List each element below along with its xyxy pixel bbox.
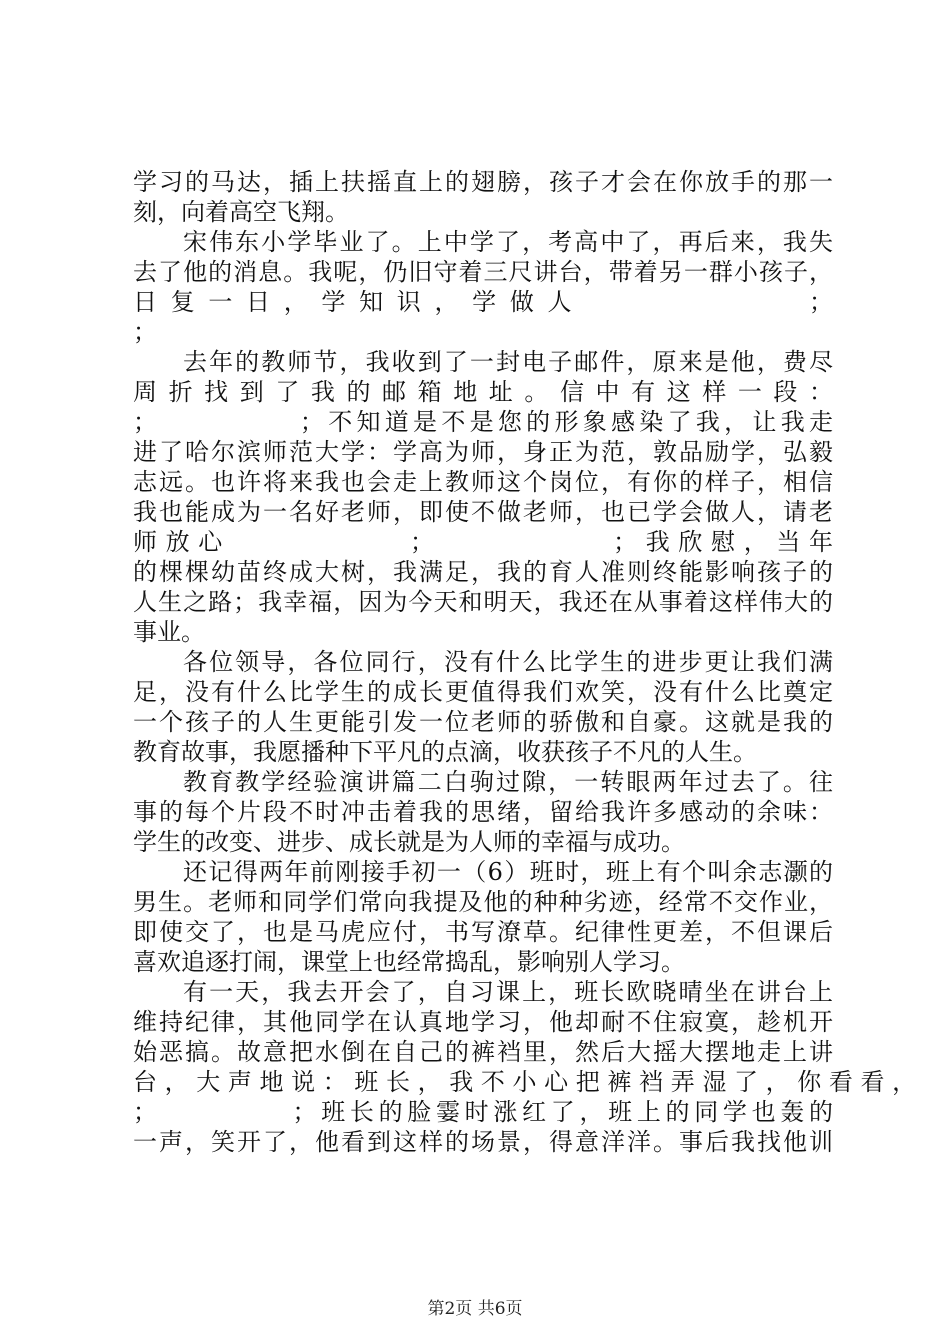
text-line: 一个孩子的人生更能引发一位老师的骄傲和自豪。这就是我的	[133, 708, 833, 736]
text-line: 去年的教师节，我收到了一封电子邮件，原来是他，费尽	[183, 348, 833, 376]
text-line: 各位领导，各位同行，没有什么比学生的进步更让我们满	[183, 648, 833, 676]
text-line: ； ；班长的脸霎时涨红了，班上的同学也轰的	[133, 1098, 833, 1126]
text-line: 维持纪律，其他同学在认真地学习，他却耐不住寂寞，趁机开	[133, 1008, 833, 1036]
text-line: 人生之路；我幸福，因为今天和明天，我还在从事着这样伟大的	[133, 588, 833, 616]
text-line: 的棵棵幼苗终成大树，我满足，我的育人准则终能影响孩子的	[133, 558, 833, 586]
text-line: 足，没有什么比学生的成长更值得我们欢笑，没有什么比奠定	[133, 678, 833, 706]
text-line: 还记得两年前刚接手初一（6）班时，班上有个叫余志灏的	[183, 858, 833, 886]
text-line: 一声，笑开了，他看到这样的场景，得意洋洋。事后我找他训	[133, 1128, 833, 1156]
text-line: 喜欢追逐打闹，课堂上也经常捣乱，影响别人学习。	[133, 948, 685, 976]
text-line: ；	[133, 318, 157, 346]
text-line: 台 ， 大 声 地 说 ： 班 长 ， 我 不 小 心 把 裤 裆 弄 湿 了 ， 你 看 看 ，	[133, 1068, 917, 1096]
text-line: 日 复 一 日 ， 学 知 识 ， 学 做 人 ；	[133, 288, 833, 316]
text-line: 教育故事，我愿播种下平凡的点滴，收获孩子不凡的人生。	[133, 738, 757, 766]
page-footer	[0, 1294, 950, 1319]
text-line: 周 折 找 到 了 我 的 邮 箱 地 址 。 信 中 有 这 样 一 段 ：	[133, 378, 833, 406]
text-line: 志远。也许将来我也会走上教师这个岗位，有你的样子，相信	[133, 468, 833, 496]
text-line: 学生的改变、进步、成长就是为人师的幸福与成功。	[133, 828, 685, 856]
text-line: 去了他的消息。我呢，仍旧守着三尺讲台，带着另一群小孩子，	[133, 258, 833, 286]
text-line: 师放心 ； ；我欣慰，当年	[133, 528, 833, 556]
text-line: ； ；不知道是不是您的形象感染了我，让我走	[133, 408, 833, 436]
body-text	[133, 167, 917, 1157]
text-line: 始恶搞。故意把水倒在自己的裤裆里，然后大摇大摆地走上讲	[133, 1038, 833, 1066]
text-line: 事的每个片段不时冲击着我的思绪，留给我许多感动的余味：	[133, 798, 833, 826]
text-line: 刻，向着高空飞翔。	[133, 198, 349, 226]
text-line: 事业。	[133, 618, 205, 646]
text-line: 进了哈尔滨师范大学：学高为师，身正为范，敦品励学，弘毅	[133, 438, 833, 466]
page-number-label: 第2页 共6页	[427, 1299, 523, 1319]
text-line: 即使交了，也是马虎应付，书写潦草。纪律性更差，不但课后	[133, 918, 833, 946]
text-line: 男生。老师和同学们常向我提及他的种种劣迹，经常不交作业，	[133, 888, 833, 916]
text-line: 教育教学经验演讲篇二白驹过隙，一转眼两年过去了。往	[183, 768, 833, 796]
text-line: 我也能成为一名好老师，即使不做老师，也已学会做人，请老	[133, 498, 833, 526]
text-line: 学习的马达，插上扶摇直上的翅膀，孩子才会在你放手的那一	[133, 168, 833, 196]
text-line: 有一天，我去开会了，自习课上，班长欧晓晴坐在讲台上	[183, 978, 833, 1006]
text-line: 宋伟东小学毕业了。上中学了，考高中了，再后来，我失	[183, 228, 833, 256]
